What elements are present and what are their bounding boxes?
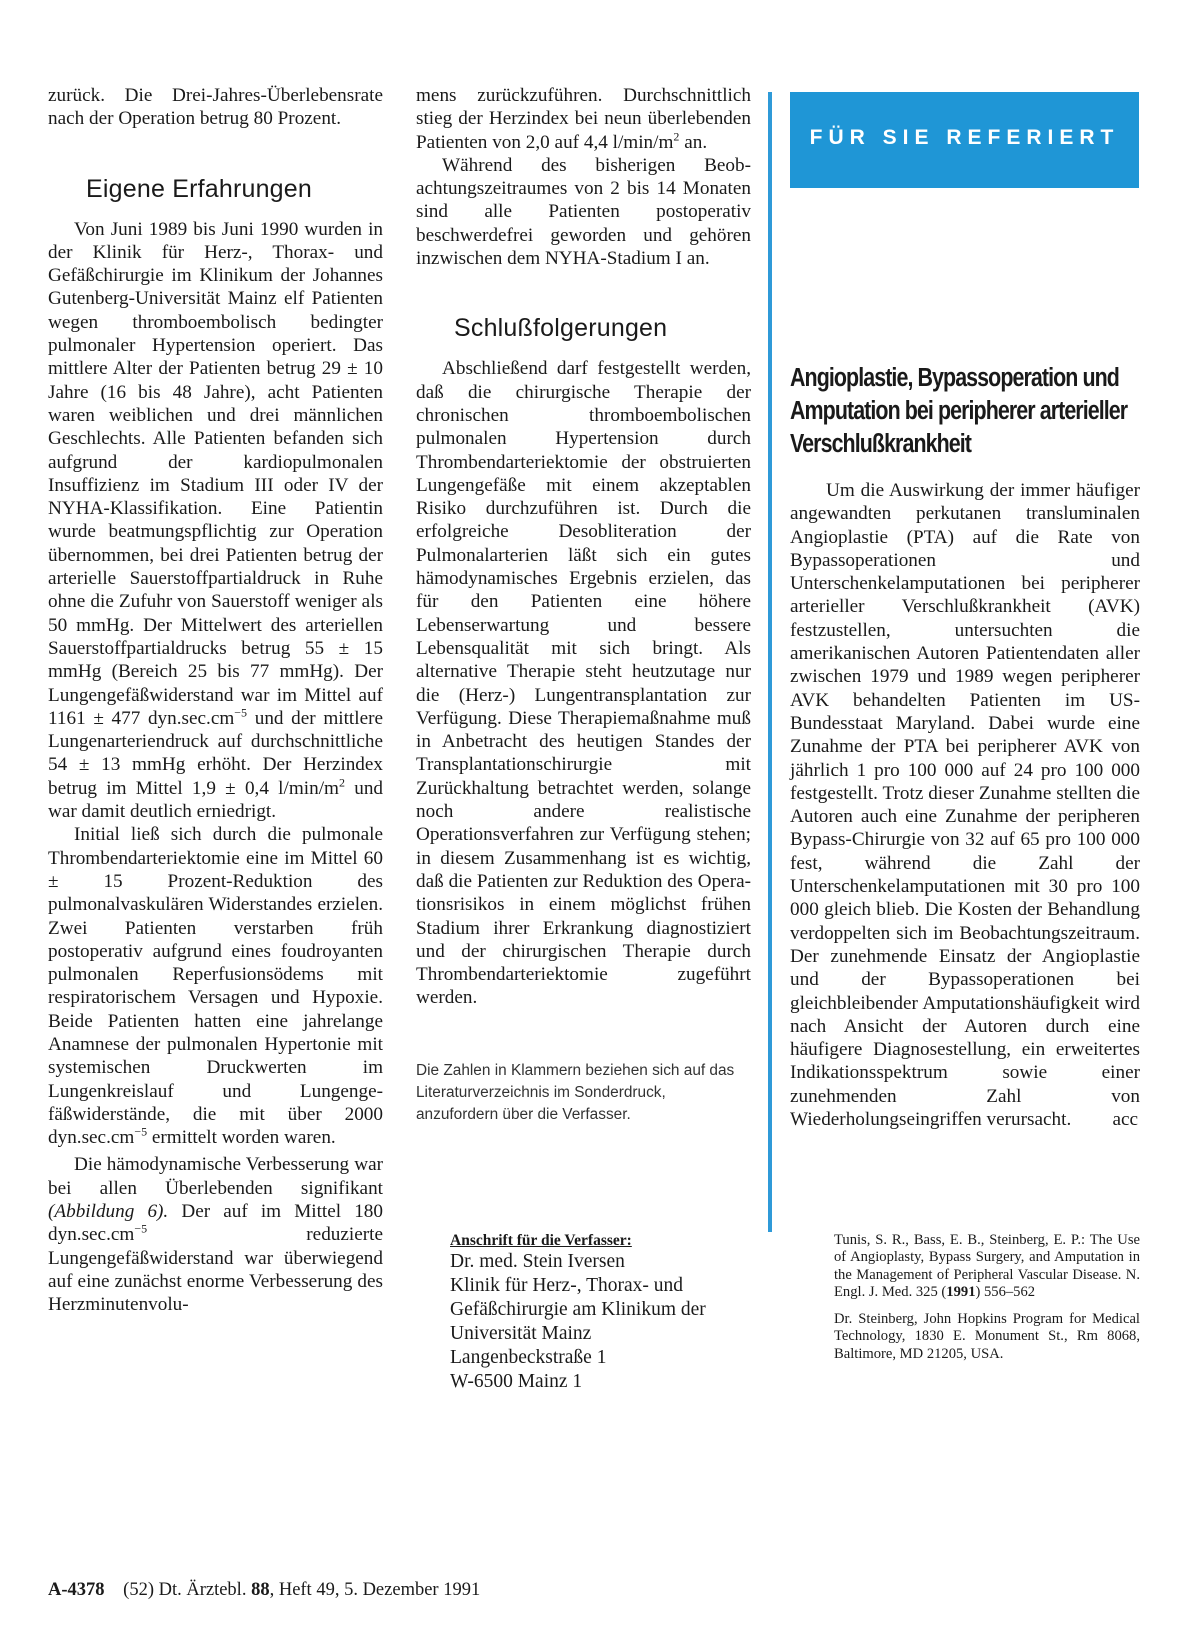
reference-block <box>790 1232 1140 1364</box>
section-banner <box>790 92 1139 188</box>
reference-contact: Dr. Steinberg, John Hopkins Program for Medical Technology, 1830 E. Monument St., Rm 8068, Baltimore, MD 21205, USA. <box>834 1310 1140 1362</box>
address-line: W-6500 Mainz 1 <box>450 1370 583 1392</box>
paragraph: Abschließend darf festgestellt werden, daß die chirurgische Therapie der chronischen thromboembolischen pulmonalen Hypertension durch Thrombendarteriektomie der obstruierten Lungengefäße mit einem akzeptablen Risiko durchzuführen ist. Durch die erfolgreiche Desobliteration der Pulmonalarterien läßt sich ein gutes hämodynamisches Ergebnis erzielen, das für den Patienten eine höhere Lebenserwartung und bessere Lebensqualität mit sich bringt. Als alternative Therapie steht heutzutage nur die (Herz-) Lungentransplantation zur Verfügung. Diese Therapiemaßnahme muß in Anbetracht des heutigen Standes der Transplantationschirurgie mit Zurückhaltung betrachtet werden, solange noch andere realistische Operationsverfahren zur Verfügung stehen; in diesem Zusammenhang ist es wichtig, daß die Patienten zur Reduktion des Operationsrisikos in einem möglichst frühen Stadium ihrer Erkrankung diagnostiziert und der chirurgischen Therapie durch Thrombendarteriektomie zugeführt werden. <box>416 358 751 1009</box>
paragraph: Die hämodynamische Verbesserung war bei allen Überlebenden signifikant (Abbildung 6). Der auf im Mittel 180 $dyn.\sec.cm^{-5}$ reduzierte Lungengefäßwiderstand war überwiegend auf eine zunächst enorme Verbesserung des Herzminutenvolu- <box>48 1154 383 1316</box>
journal-info: (52) Dt. Ärztebl. 88, Heft 49, 5. Dezember 1991 <box>123 1580 481 1600</box>
banner-label: FÜR SIE REFERIERT <box>809 126 1120 149</box>
paragraph: Um die Auswirkung der immer häufiger angewandten perkutanen transluminalen Angioplastie (PTA) auf die Rate von Bypassoperationen und Unterschenkelamputationen bei peripherer arterieller Verschlußkrankheit (AVK) festzustellen, untersuchten die amerikanischen Autoren Patientendaten aller zwischen 1979 und 1989 wegen peripherer AVK behandelten Patienten im US-Bundesstaat Maryland. Dabei wurde eine Zunahme der PTA bei peripherer AVK von jährlich 1 pro 100 000 auf 24 pro 100 000 festgestellt. Trotz dieser Zunahme stellten die Autoren auch eine Zunahme der peripheren Bypass-Chirurgie von 32 auf 65 pro 100 000 fest, während die Zahl der Unterschenkelamputationen mit 30 pro 100 000 gleich blieb. Die Kosten der Behandlung verdoppelten sich im Beobachtungszeitraum. Der zunehmende Einsatz der Angioplastie und der Bypassoperationen bei gleichbleibender Amputationshäufigkeit wird nach Ansicht der Autoren durch eine häufigere Diagnosestellung, ein erweitertes Indikationsspektrum sowie einer zunehmenden Zahl von Wiederholungseingriffen verursacht. <box>790 480 1140 1131</box>
paragraph: Während des bisherigen Beobachtungszeitraumes von 2 bis 14 Monaten sind alle Patienten postoperativ beschwerdefrei geworden und gehören inzwischen dem NYHA-Stadium I an. <box>416 154 751 270</box>
column-right <box>790 362 1140 1363</box>
paragraph: Von Juni 1989 bis Juni 1990 wurden in der Klinik für Herz-, Thorax- und Gefäßchirurgie im Klinikum der Johannes Gutenberg-Universität Mainz elf Patienten wegen thromboembolisch bedingter pulmonaler Hypertension operiert. Das mittlere Alter der Patienten betrug 29 ± 10 Jahre (16 bis 48 Jahre), acht Patienten waren weiblichen und drei männlichen Geschlechts. Alle Patienten befanden sich aufgrund der kardiopulmonalen Insuffizienz im Stadium III oder IV der NYHA-Klassifikation. Eine Patientin wurde beatmungspflichtig zur Operation übernommen, bei drei Patienten betrug der arterielle Sauerstoffpartialdruck in Ruhe ohne die Zufuhr von Sauerstoff weniger als 50 mmHg. Der Mittelwert des arteriellen Sauerstoffpartialdrucks betrug 55 ± 15 mmHg (Bereich 25 bis 77 mmHg). Der Lungengefäßwiderstand war im Mittel auf 1161 ± 477 $dyn.\sec.cm^{-5}$ und der mittlere Lungenarteriendruck auf durchschnittliche 54 ± 13 mmHg erhöht. Der Herzindex betrug im Mittel 1,9 ± 0,4 $l/\min/m^2$ und war damit deutlich erniedrigt. <box>48 218 384 823</box>
reference-citation: Tunis, S. R., Bass, E. B., Steinberg, E. P.: The Use of Angioplasty, Bypass Surgery, and Amputation in the Management of Peripheral Vascular Disease. N. Engl. J. Med. 325 (1991) 556–562 <box>834 1231 1140 1301</box>
column-middle <box>416 84 751 1394</box>
note: Die Zahlen in Klammern beziehen sich auf das Literaturverzeichnis im Sonderdruck, anzufordern über die Verfasser. <box>416 1061 735 1123</box>
author-signature: acc <box>1112 1109 1138 1131</box>
address-line: Langenbeckstraße 1 <box>450 1346 607 1368</box>
author-address <box>416 1232 751 1394</box>
column-divider <box>768 92 772 1232</box>
address-line: Universität Mainz <box>450 1322 592 1344</box>
page-footer <box>48 1580 480 1601</box>
section-heading: Eigene Erfahrungen <box>86 174 312 203</box>
address-line: Gefäßchirurgie am Klinikum der <box>450 1298 706 1320</box>
paragraph: zurück. Die Drei-Jahres-Überlebensrate nach der Operation betrug 80 Prozent. <box>48 85 383 130</box>
address-heading: Anschrift für die Verfasser: <box>450 1231 632 1249</box>
page-code: A-4378 <box>48 1580 105 1600</box>
section-heading: Schlußfolgerungen <box>454 314 668 343</box>
address-line: Dr. med. Stein Iversen <box>450 1250 625 1272</box>
address-line: Klinik für Herz-, Thorax- und <box>450 1274 684 1296</box>
column-left <box>48 84 383 1317</box>
paragraph: mens zurückzuführen. Durchschnittlich stieg der Herzindex bei neun überlebenden Patienten von 2,0 auf 4,4 $l/\min/m^2$ an. <box>416 85 751 153</box>
article-title: Angioplastie, Bypassoperation und Amputation bei peripherer arterieller Verschlußkrankheit <box>790 364 1128 458</box>
paragraph: Initial ließ sich durch die pulmonale Thrombendarteriektomie eine im Mittel 60 ± 15 Prozent-Reduktion des pulmonalvaskulären Widerstandes erzielen. Zwei Patienten verstarben früh postoperativ aufgrund eines foudroyanten pulmonalen Reperfusionsödems mit respiratorischem Versagen und Hypoxie. Beide Patienten hatten eine jahrelange Anamnese der pulmonalen Hypertonie mit systemischen Druckwerten im Lungenkreislauf und Lungengefäßwiderstände, die mit über 2000 $dyn.\sec.cm^{-5}$ ermittelt worden waren. <box>48 824 383 1149</box>
